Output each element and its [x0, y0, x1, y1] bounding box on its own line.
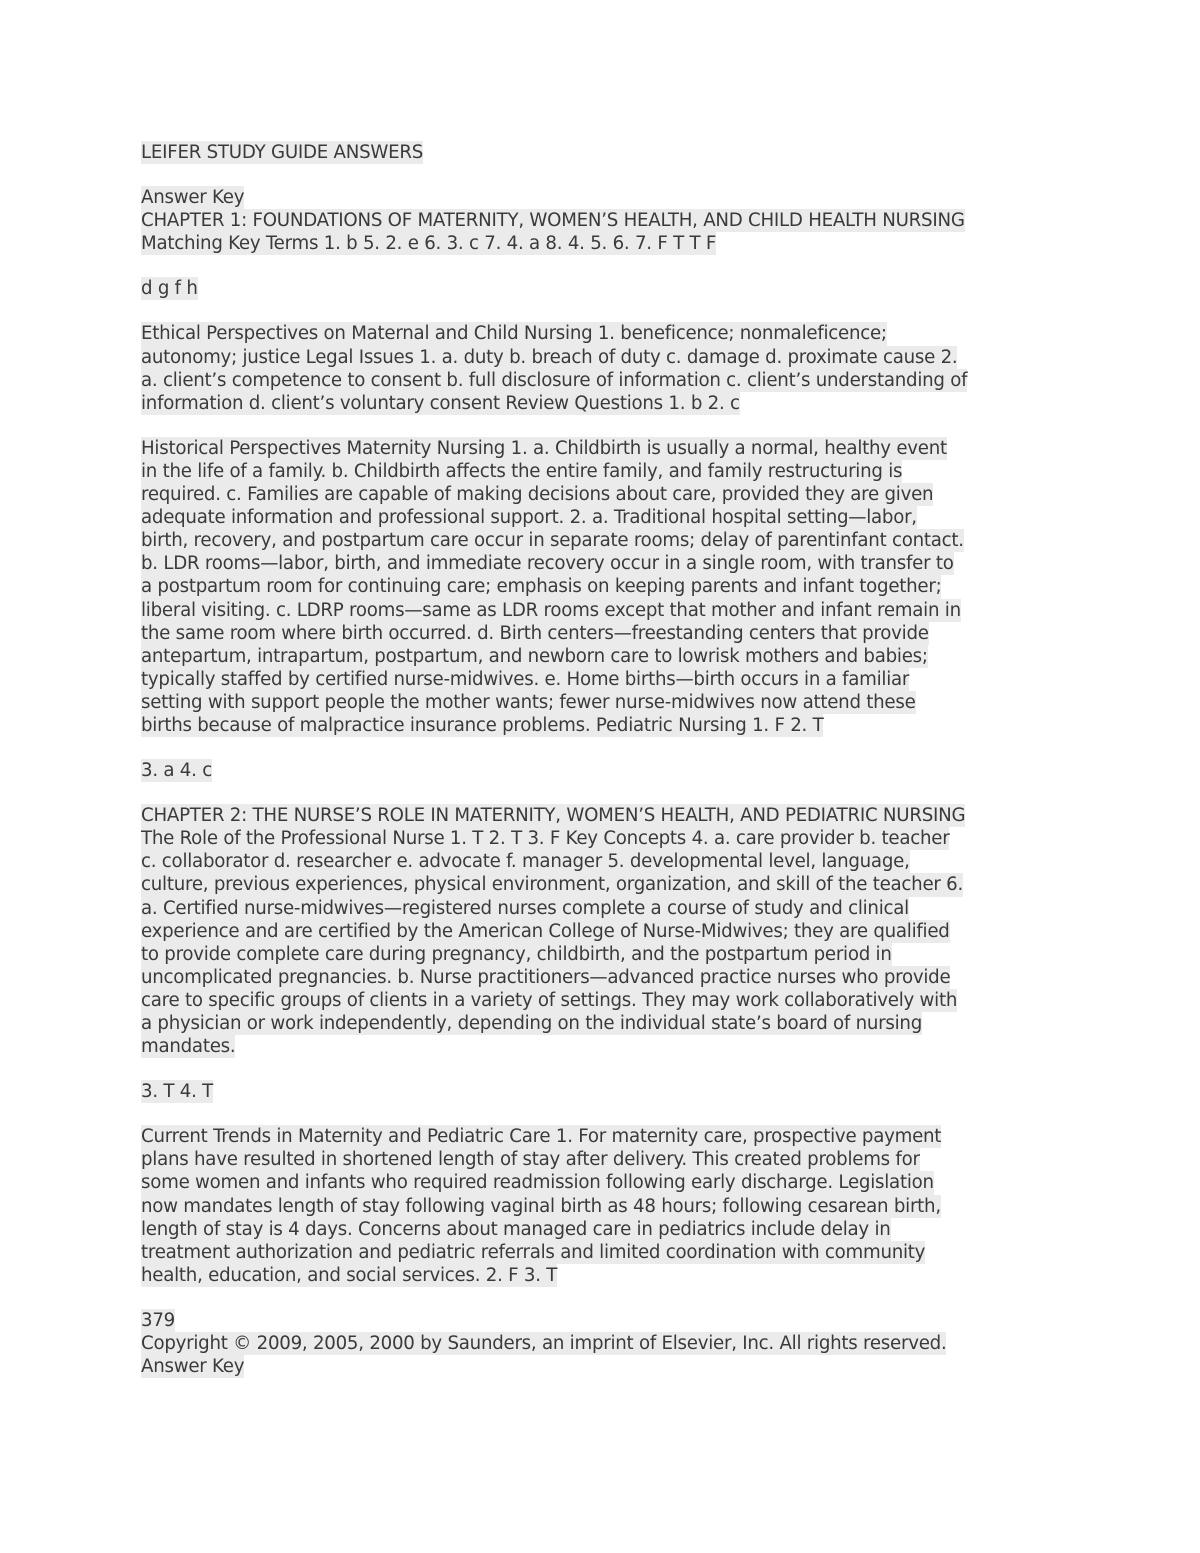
text-line: Historical Perspectives Maternity Nursing 1. a. Childbirth is usually a normal, healthy event: [141, 437, 947, 459]
text-line: Ethical Perspectives on Maternal and Child Nursing 1. beneficence; nonmaleficence;: [141, 323, 887, 345]
text-line: Copyright © 2009, 2005, 2000 by Saunders, an imprint of Elsevier, Inc. All rights reserved.: [141, 1333, 947, 1355]
text-line: Answer Key: [141, 1356, 245, 1378]
text-line: now mandates length of stay following vaginal birth as 48 hours; following cesarean birth,: [141, 1195, 941, 1217]
text-line: treatment authorization and pediatric referrals and limited coordination with community: [141, 1241, 926, 1263]
text-paragraph: [141, 186, 1066, 255]
text-line: 379: [141, 1309, 175, 1331]
document-title: LEIFER STUDY GUIDE ANSWERS: [141, 142, 424, 163]
text-line: health, education, and social services. 2. F 3. T: [141, 1264, 558, 1286]
text-line: experience and are certified by the American College of Nurse-Midwives; they are qualified: [141, 920, 950, 942]
text-line: autonomy; justice Legal Issues 1. a. duty b. breach of duty c. damage d. proximate cause 2.: [141, 346, 958, 368]
text-line: Answer Key: [141, 187, 245, 209]
text-line: d g f h: [141, 278, 198, 300]
text-line: Current Trends in Maternity and Pediatric Care 1. For maternity care, prospective payment: [141, 1126, 942, 1148]
text-paragraph: [141, 277, 1066, 300]
text-line: antepartum, intrapartum, postpartum, and newborn care to lowrisk mothers and babies;: [141, 645, 928, 667]
text-line: liberal visiting. c. LDRP rooms—same as LDR rooms except that mother and infant remain in: [141, 599, 961, 621]
text-line: typically staffed by certified nurse-midwives. e. Home births—birth occurs in a familiar: [141, 668, 910, 690]
text-line: CHAPTER 2: THE NURSE’S ROLE IN MATERNITY, WOMEN’S HEALTH, AND PEDIATRIC NURSING: [141, 805, 966, 827]
document-body: [141, 186, 1066, 1378]
text-line: required. c. Families are capable of making decisions about care, provided they are given: [141, 484, 934, 506]
document-title-block: [141, 141, 1066, 164]
text-paragraph: [141, 1080, 1066, 1103]
text-paragraph: [141, 1125, 1066, 1287]
text-line: c. collaborator d. researcher e. advocate f. manager 5. developmental level, language,: [141, 851, 910, 873]
document-page: [141, 141, 1066, 1378]
text-paragraph: [141, 1309, 1066, 1378]
text-line: birth, recovery, and postpartum care occur in separate rooms; delay of parentinfant contact.: [141, 530, 964, 552]
text-line: information d. client’s voluntary consent Review Questions 1. b 2. c: [141, 392, 740, 414]
text-line: 3. T 4. T: [141, 1081, 214, 1103]
text-line: adequate information and professional support. 2. a. Traditional hospital setting—labor,: [141, 507, 917, 529]
text-line: care to specific groups of clients in a variety of settings. They may work collaboratively with: [141, 989, 958, 1011]
text-paragraph: [141, 759, 1066, 782]
text-line: culture, previous experiences, physical environment, organization, and skill of the teacher 6.: [141, 874, 964, 896]
text-line: to provide complete care during pregnancy, childbirth, and the postpartum period in: [141, 943, 892, 965]
text-paragraph: [141, 322, 1066, 414]
text-line: plans have resulted in shortened length of stay after delivery. This created problems for: [141, 1149, 920, 1171]
text-line: CHAPTER 1: FOUNDATIONS OF MATERNITY, WOMEN’S HEALTH, AND CHILD HEALTH NURSING: [141, 210, 965, 232]
text-line: a. client’s competence to consent b. full disclosure of information c. client’s understanding of: [141, 369, 968, 391]
text-line: a postpartum room for continuing care; emphasis on keeping parents and infant together;: [141, 576, 942, 598]
text-line: in the life of a family. b. Childbirth affects the entire family, and family restructuring is: [141, 460, 903, 482]
text-line: 3. a 4. c: [141, 760, 212, 782]
text-line: setting with support people the mother wants; fewer nurse-midwives now attend these: [141, 691, 916, 713]
text-line: length of stay is 4 days. Concerns about managed care in pediatrics include delay in: [141, 1218, 891, 1240]
text-line: The Role of the Professional Nurse 1. T 2. T 3. F Key Concepts 4. a. care provider b. teacher: [141, 828, 950, 850]
text-line: a physician or work independently, depending on the individual state’s board of nursing: [141, 1013, 922, 1034]
text-line: mandates.: [141, 1036, 236, 1058]
text-line: a. Certified nurse-midwives—registered nurses complete a course of study and clinical: [141, 897, 909, 919]
text-line: some women and infants who required readmission following early discharge. Legislation: [141, 1172, 934, 1194]
text-line: uncomplicated pregnancies. b. Nurse practitioners—advanced practice nurses who provide: [141, 966, 951, 988]
text-paragraph: [141, 437, 1066, 737]
text-line: b. LDR rooms—labor, birth, and immediate recovery occur in a single room, with transfer to: [141, 553, 954, 575]
text-line: births because of malpractice insurance problems. Pediatric Nursing 1. F 2. T: [141, 714, 824, 736]
text-paragraph: [141, 804, 1066, 1058]
text-line: the same room where birth occurred. d. Birth centers—freestanding centers that provide: [141, 622, 929, 644]
text-line: Matching Key Terms 1. b 5. 2. e 6. 3. c 7. 4. a 8. 4. 5. 6. 7. F T T F: [141, 233, 717, 255]
